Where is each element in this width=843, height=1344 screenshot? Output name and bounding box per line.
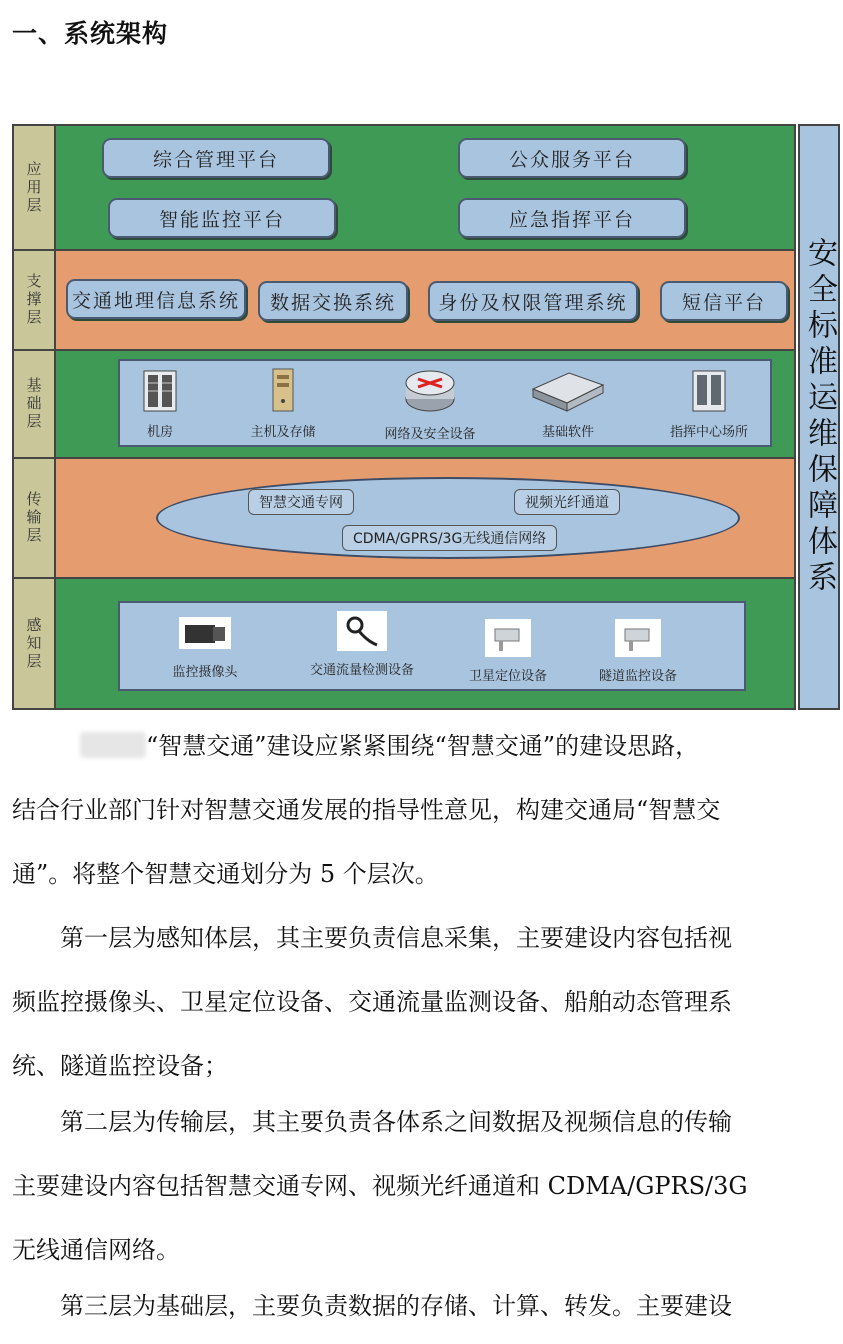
support-layer: [12, 249, 796, 351]
redacted-text: [80, 732, 146, 758]
building-icon: [687, 367, 731, 413]
cctv-icon: [615, 619, 661, 657]
device-command-center: 指挥中心场所: [654, 367, 764, 440]
camera-icon: [177, 613, 233, 653]
device-base-software: 基础软件: [528, 367, 608, 440]
platform-emergency-command: 应急指挥平台: [458, 198, 686, 238]
server-tower-icon: [268, 367, 298, 413]
paragraph-layer-3: 第三层为基础层，主要负责数据的存储、计算、转发。主要建设: [12, 1292, 732, 1320]
security-standard-column: [798, 124, 840, 710]
system-identity-permission: 身份及权限管理系统: [428, 281, 638, 321]
device-surveillance-camera: 监控摄像头: [160, 613, 250, 680]
system-traffic-gis: 交通地理信息系统: [66, 279, 246, 319]
paragraph-layer-1: 第一层为感知体层，其主要负责信息采集，主要建设内容包括视 频监控摄像头、卫星定位设备、交通流量监测设备、船舶动态管理系 统、隧道监控设备；: [12, 924, 732, 1080]
device-satellite-positioning: 卫星定位设备: [458, 619, 558, 684]
platform-public-service: 公众服务平台: [458, 138, 686, 178]
architecture-diagram: [12, 124, 842, 710]
device-machine-room: 机房: [130, 367, 190, 440]
paragraph-intro: “智慧交通”建设应紧紧围绕“智慧交通”的建设思路， 结合行业部门针对智慧交通发展的指导性意见，构建交通局“智慧交 通”。将整个智慧交通划分为 5 个层次。: [12, 732, 721, 888]
perception-devices-panel: [118, 601, 746, 691]
section-title: 一、系统架构: [12, 19, 169, 48]
platform-sms: 短信平台: [660, 281, 788, 321]
security-standard-label: 安全标准运维保障体系: [802, 237, 837, 597]
application-layer-label: 应用层: [14, 126, 56, 249]
switch-icon: [529, 367, 607, 413]
network-wireless: CDMA/GPRS/3G无线通信网络: [342, 525, 557, 551]
cctv-icon: [485, 619, 531, 657]
perception-layer-label: 感知层: [14, 579, 56, 708]
base-layer: [12, 349, 796, 459]
sensor-cable-icon: [337, 611, 387, 651]
device-network-security: 网络及安全设备: [370, 365, 490, 442]
application-layer: [12, 124, 796, 251]
support-layer-label: 支撑层: [14, 251, 56, 349]
transport-layer-label: 传输层: [14, 459, 56, 577]
device-host-storage: 主机及存储: [238, 367, 328, 440]
perception-layer: [12, 577, 796, 710]
router-icon: [402, 365, 458, 415]
network-smart-traffic-private: 智慧交通专网: [248, 489, 354, 515]
base-devices-panel: [118, 359, 772, 447]
transport-layer: [12, 457, 796, 579]
system-data-exchange: 数据交换系统: [258, 281, 408, 321]
platform-intelligent-monitoring: 智能监控平台: [108, 198, 336, 238]
device-tunnel-monitoring: 隧道监控设备: [588, 619, 688, 684]
platform-comprehensive-management: 综合管理平台: [102, 138, 330, 178]
paragraph-layer-2: 第二层为传输层，其主要负责各体系之间数据及视频信息的传输 主要建设内容包括智慧交通专网、视频光纤通道和 CDMA/GPRS/3G 无线通信网络。: [12, 1108, 748, 1264]
network-video-fiber: 视频光纤通道: [514, 489, 620, 515]
base-layer-label: 基础层: [14, 351, 56, 457]
device-traffic-flow-detector: 交通流量检测设备: [300, 611, 424, 678]
server-rack-icon: [140, 367, 180, 413]
